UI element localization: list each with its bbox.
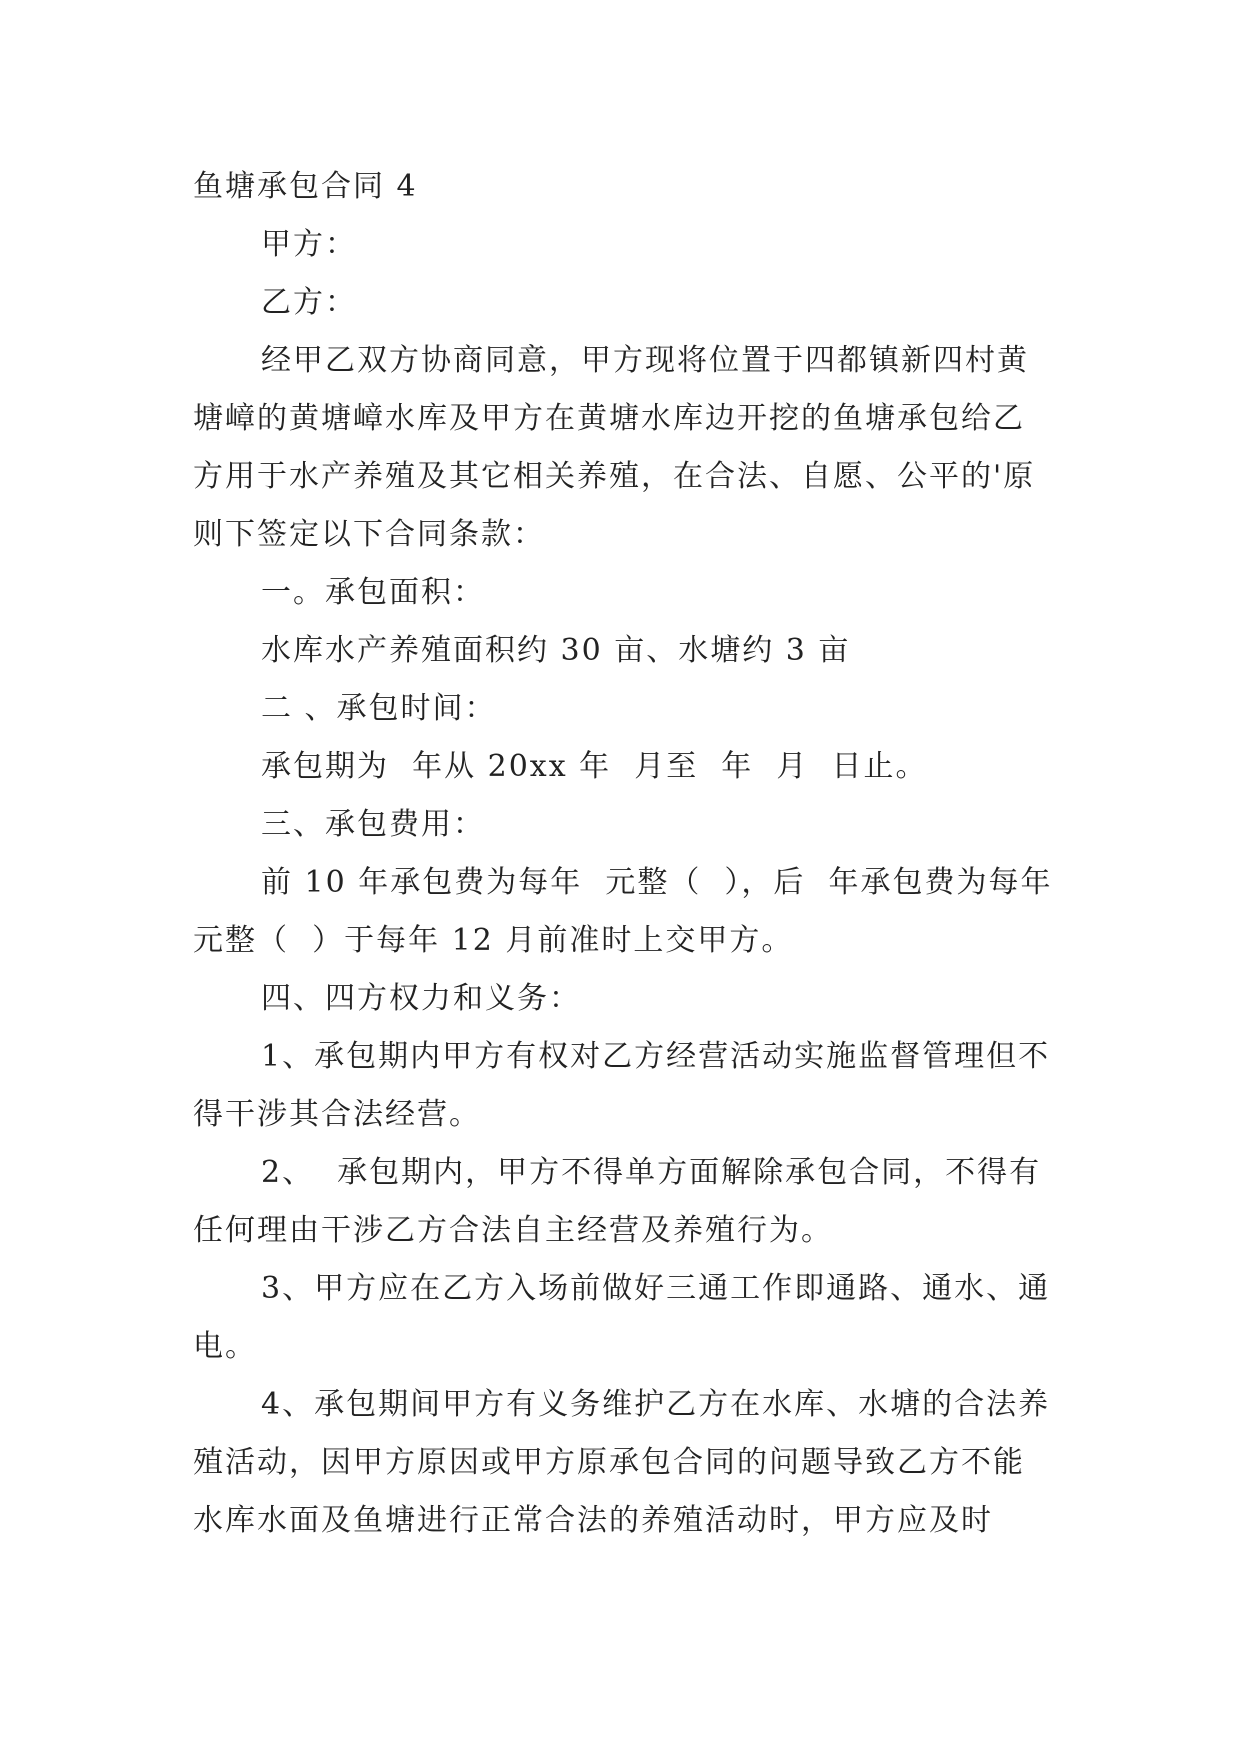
clause-2: 2、 承包期内，甲方不得单方面解除承包合同，不得有任何理由干涉乙方合法自主经营及养殖行为。 xyxy=(193,1155,1042,1248)
document-title: 鱼塘承包合同 4 xyxy=(193,169,418,204)
party-b-line: 乙方： xyxy=(261,285,357,320)
preamble-paragraph: 经甲乙双方协商同意，甲方现将位置于四都镇新四村黄塘嶂的黄塘嶂水库及甲方在黄塘水库边开挖的鱼塘承包给乙方用于水产养殖及其它相关养殖，在合法、自愿、公平的'原则下签定以下合同条款： xyxy=(193,343,1036,552)
term-paragraph: 承包期为 年从 20xx 年 月至 年 月 日止。 xyxy=(261,749,928,784)
area-paragraph: 水库水产养殖面积约 30 亩、水塘约 3 亩 xyxy=(261,633,851,668)
section-heading-rights: 四、四方权力和义务： xyxy=(261,981,581,1016)
party-a-line: 甲方： xyxy=(261,227,357,262)
fees-paragraph: 前 10 年承包费为每年 元整（ ），后 年承包费为每年 元整（ ）于每年 12 月前准时上交甲方。 xyxy=(193,865,1076,958)
section-heading-fees: 三、承包费用： xyxy=(261,807,485,842)
clause-1: 1、承包期内甲方有权对乙方经营活动实施监督管理但不得干涉其合法经营。 xyxy=(193,1039,1051,1132)
section-heading-area: 一。承包面积： xyxy=(261,575,485,610)
clause-3: 3、甲方应在乙方入场前做好三通工作即通路、通水、通电。 xyxy=(193,1271,1051,1364)
clause-4: 4、承包期间甲方有义务维护乙方在水库、水塘的合法养殖活动，因甲方原因或甲方原承包合同的问题导致乙方不能水库水面及鱼塘进行正常合法的养殖活动时，甲方应及时 xyxy=(193,1387,1051,1538)
section-heading-term: 二 、承包时间： xyxy=(261,691,497,726)
document-body xyxy=(193,158,1076,1550)
